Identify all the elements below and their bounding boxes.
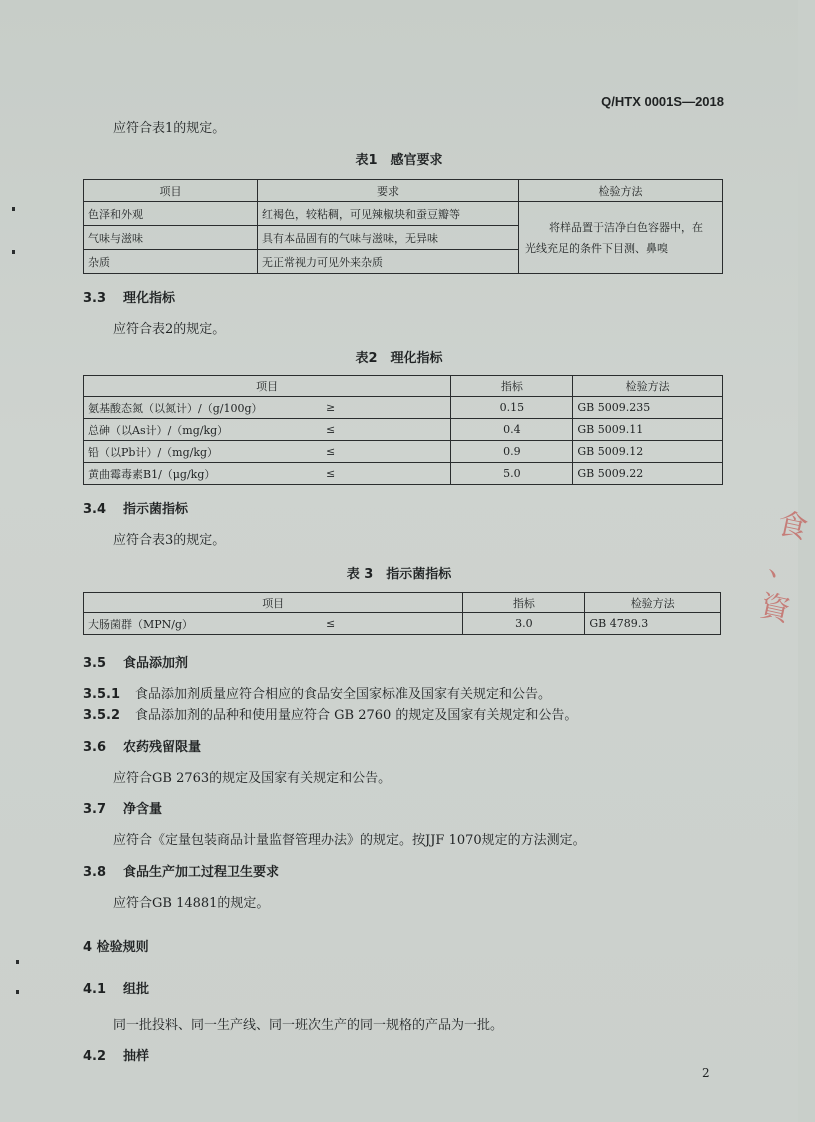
section-number: 4.1: [83, 982, 107, 997]
section-3-3-heading: [83, 287, 175, 306]
table2-op: ≥: [322, 397, 451, 419]
table1-caption: 表1 感官要求: [355, 153, 443, 168]
scan-speck: [12, 250, 15, 254]
table2-header-value: 指标: [451, 376, 573, 397]
section-3-8-heading: [83, 861, 279, 880]
table1-cell: 杂质: [84, 250, 258, 274]
table-row: [84, 463, 723, 485]
table2-value: 0.9: [451, 441, 573, 463]
intro-text: 应符合表1的规定。: [113, 121, 226, 136]
table1-cell: 气味与滋味: [84, 226, 258, 250]
table1-header-method: 检验方法: [519, 180, 723, 202]
scan-speck: [16, 990, 19, 994]
table1-cell: 色泽和外观: [84, 202, 258, 226]
section-3-4-text: 应符合表3的规定。: [113, 533, 226, 548]
table-row: [84, 419, 723, 441]
table2-caption: 表2 理化指标: [355, 351, 443, 366]
table1-header-item: 项目: [84, 180, 258, 202]
section-number: 3.3: [83, 291, 107, 306]
table2-method: GB 5009.22: [573, 463, 723, 485]
section-title: 组批: [123, 982, 150, 997]
section-title: 净含量: [123, 802, 163, 817]
table1-header-req: 要求: [258, 180, 519, 202]
table3-header-row: [84, 593, 721, 613]
table-row: [84, 613, 721, 635]
table2-header-method: 检验方法: [573, 376, 723, 397]
table-row: [84, 202, 723, 226]
clause-text: 食品添加剂的品种和使用量应符合 GB 2760 的规定及国家有关规定和公告。: [135, 708, 578, 723]
table1-header-row: [84, 180, 723, 202]
table2-method: GB 5009.11: [573, 419, 723, 441]
table3-item: 大肠菌群（MPN/g）: [84, 613, 323, 635]
table2-op: ≤: [322, 463, 451, 485]
section-title: 食品生产加工过程卫生要求: [123, 865, 280, 880]
section-3-8-text: 应符合GB 14881的规定。: [113, 896, 270, 911]
chapter-4-heading: 4 检验规则: [83, 940, 149, 955]
section-number: 3.5: [83, 656, 107, 671]
stamp-char: 食: [774, 506, 811, 547]
table2-method: GB 5009.235: [573, 397, 723, 419]
table-row: [84, 397, 723, 419]
table2-method: GB 5009.12: [573, 441, 723, 463]
section-number: 3.7: [83, 802, 107, 817]
table2-item: 总砷（以As计）/（mg/kg）: [84, 419, 323, 441]
table1-method-line: 光线充足的条件下目测、鼻嗅: [525, 241, 668, 255]
table3-header-item: 项目: [84, 593, 463, 613]
section-3-4-heading: [83, 498, 188, 517]
table3-op: ≤: [322, 613, 463, 635]
section-number: 4.2: [83, 1049, 107, 1064]
section-number: 3.6: [83, 740, 107, 755]
section-4-2-heading: [83, 1045, 149, 1064]
table3-value: 3.0: [463, 613, 585, 635]
section-title: 理化指标: [123, 291, 176, 306]
section-3-7-heading: [83, 798, 162, 817]
section-title: 指示菌指标: [123, 502, 189, 517]
table2-header-row: [84, 376, 723, 397]
table3: [83, 592, 721, 635]
page-number: 2: [702, 1066, 710, 1080]
section-title: 抽样: [123, 1049, 150, 1064]
table2-value: 0.4: [451, 419, 573, 441]
table1-cell: 无正常视力可见外来杂质: [258, 250, 519, 274]
table2-op: ≤: [322, 419, 451, 441]
table1-method-cell: [519, 202, 723, 274]
table2-item: 铅（以Pb计）/（mg/kg）: [84, 441, 323, 463]
table2: [83, 375, 723, 485]
table2-value: 0.15: [451, 397, 573, 419]
table2-op: ≤: [322, 441, 451, 463]
clause-3-5-1: [83, 683, 551, 702]
stamp-char: 、: [765, 547, 803, 588]
table3-header-method: 检验方法: [585, 593, 721, 613]
table-row: [84, 441, 723, 463]
section-3-7-text: 应符合《定量包装商品计量监督管理办法》的规定。按JJF 1070规定的方法测定。: [113, 833, 586, 848]
table2-value: 5.0: [451, 463, 573, 485]
clause-3-5-2: [83, 704, 577, 723]
table1-method-line: 将样品置于洁净白色容器中，在: [549, 220, 703, 234]
scan-speck: [12, 207, 15, 211]
clause-number: 3.5.1: [83, 687, 121, 702]
scan-speck: [16, 960, 19, 964]
red-seal-stamp: [747, 503, 815, 676]
section-4-1-text: 同一批投料、同一生产线、同一班次生产的同一规格的产品为一批。: [113, 1018, 504, 1033]
table1-cell: 红褐色，较粘稠，可见辣椒块和蚕豆瓣等: [258, 202, 519, 226]
table3-header-value: 指标: [463, 593, 585, 613]
table2-item: 黄曲霉毒素B1/（μg/kg）: [84, 463, 323, 485]
standard-number: Q/HTX 0001S—2018: [601, 94, 724, 109]
section-number: 3.4: [83, 502, 107, 517]
section-title: 农药残留限量: [123, 740, 202, 755]
clause-text: 食品添加剂质量应符合相应的食品安全国家标准及国家有关规定和公告。: [135, 687, 552, 702]
section-3-6-heading: [83, 736, 201, 755]
section-3-3-text: 应符合表2的规定。: [113, 322, 226, 337]
clause-number: 3.5.2: [83, 708, 121, 723]
stamp-char: 資: [756, 588, 794, 629]
table2-item: 氨基酸态氮（以氮计）/（g/100g）: [84, 397, 323, 419]
section-title: 食品添加剂: [123, 656, 189, 671]
table3-method: GB 4789.3: [585, 613, 721, 635]
table3-caption: 表 3 指示菌指标: [346, 567, 452, 582]
section-3-5-heading: [83, 652, 188, 671]
table1-cell: 具有本品固有的气味与滋味，无异味: [258, 226, 519, 250]
table1: [83, 179, 723, 274]
table2-header-item: 项目: [84, 376, 451, 397]
section-3-6-text: 应符合GB 2763的规定及国家有关规定和公告。: [113, 771, 392, 786]
section-4-1-heading: [83, 978, 149, 997]
section-number: 3.8: [83, 865, 107, 880]
